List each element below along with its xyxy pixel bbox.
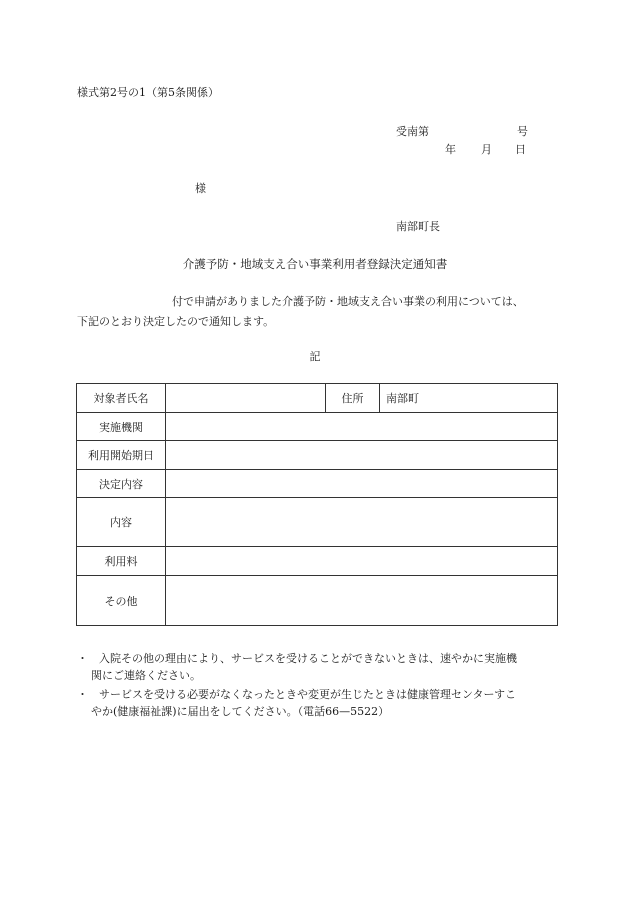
other-label: その他	[77, 576, 166, 626]
table-row	[77, 547, 558, 576]
bullet-icon: ・	[77, 688, 88, 701]
fee-label: 利用料	[77, 547, 166, 576]
body-text-line-1: 付で申請がありました介護予防・地域支え合い事業の利用については、	[172, 295, 524, 308]
reception-suffix: 号	[517, 125, 528, 138]
table-row	[77, 413, 558, 441]
document-title: 介護予防・地域支え合い事業利用者登録決定通知書	[182, 257, 448, 271]
reception-label: 受南第	[396, 125, 429, 138]
fee-field[interactable]	[166, 547, 558, 576]
agency-label: 実施機関	[77, 413, 166, 441]
address-field[interactable]: 南部町	[380, 384, 558, 413]
issuer-name: 南部町長	[396, 220, 440, 233]
date-month: 月	[481, 143, 492, 156]
start-date-label: 利用開始期日	[77, 441, 166, 470]
content-field[interactable]	[166, 498, 558, 547]
note-line: やか(健康福祉課)に届出をしてください。（電話66—5522）	[91, 705, 390, 718]
table-row	[77, 470, 558, 498]
table-row	[77, 498, 558, 547]
name-label: 対象者氏名	[77, 384, 166, 413]
other-field[interactable]	[166, 576, 558, 626]
detail-table	[76, 383, 558, 626]
content-label: 内容	[77, 498, 166, 547]
body-text-line-2: 下記のとおり決定したので通知します。	[77, 315, 275, 328]
note-line: 関にご連絡ください。	[91, 669, 201, 682]
form-number: 様式第2号の1（第5条関係）	[77, 86, 219, 99]
note-line: 入院その他の理由により、サービスを受けることができないときは、速やかに実施機	[99, 652, 517, 665]
start-date-field[interactable]	[166, 441, 558, 470]
table-row	[77, 576, 558, 626]
decision-field[interactable]	[166, 470, 558, 498]
name-field[interactable]	[166, 384, 326, 413]
addressee-honorific: 様	[195, 182, 206, 195]
address-label: 住所	[326, 384, 380, 413]
decision-label: 決定内容	[77, 470, 166, 498]
agency-field[interactable]	[166, 413, 558, 441]
bullet-icon: ・	[77, 652, 88, 665]
table-row	[77, 441, 558, 470]
date-year: 年	[445, 143, 456, 156]
ki-heading: 記	[309, 350, 321, 363]
note-line: サービスを受ける必要がなくなったときや変更が生じたときは健康管理センターすこ	[99, 688, 517, 701]
table-row	[77, 384, 558, 413]
date-day: 日	[515, 143, 526, 156]
